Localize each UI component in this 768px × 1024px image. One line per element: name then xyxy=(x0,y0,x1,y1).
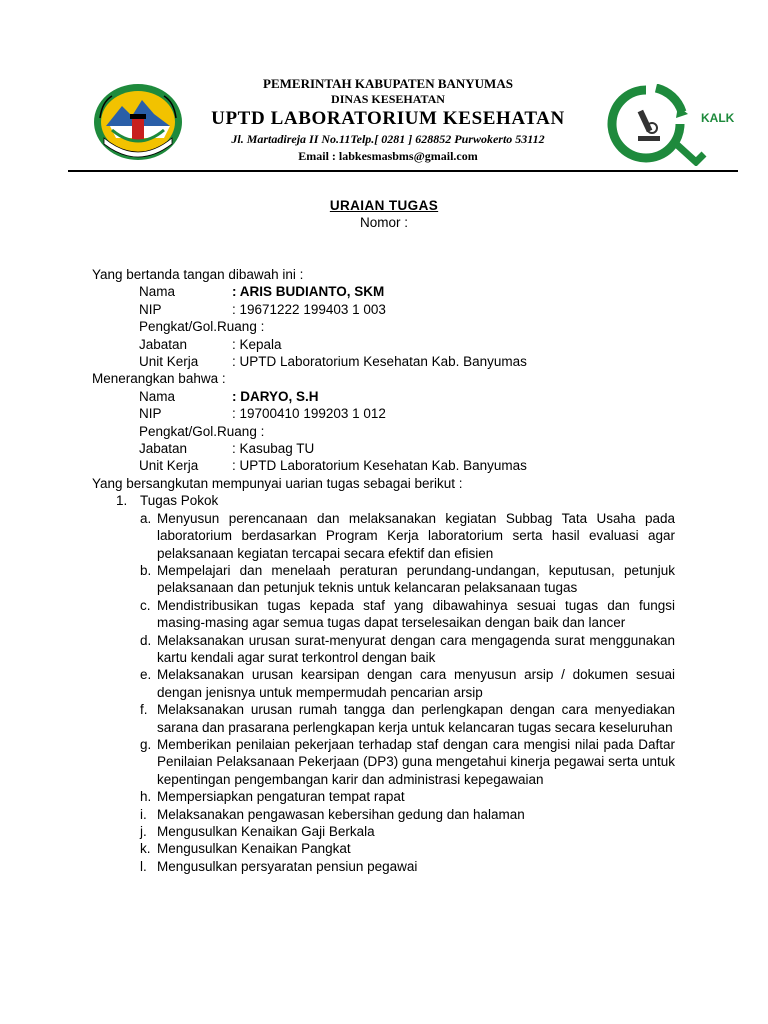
letterhead-divider xyxy=(68,170,738,172)
subject-rank-label: Pengkat/Gol.Ruang : xyxy=(139,423,265,439)
gov-name: PEMERINTAH KABUPATEN BANYUMAS xyxy=(263,76,513,91)
intro-text: Yang bertanda tangan dibawah ini : xyxy=(92,267,304,282)
list-item-text: Mengusulkan Kenaikan Gaji Berkala xyxy=(157,824,375,839)
list-item-letter: k. xyxy=(140,841,151,857)
subject-unit-value: : UPTD Laboratorium Kesehatan Kab. Banyumas xyxy=(232,458,527,474)
signer-position-value: : Kepala xyxy=(232,336,282,352)
list-item xyxy=(92,597,682,632)
list-item-text: Mendistribusikan tugas kepada staf yang dibawahinya sesuai tugas dan fungsi masing-masing agar semua tugas dapat terselesaikan dengan baik dan lancer xyxy=(157,597,675,631)
office-name: UPTD LABORATORIUM KESEHATAN xyxy=(211,108,565,129)
list-item xyxy=(92,666,682,701)
list-item-text: Mempersiapkan pengaturan tempat rapat xyxy=(157,789,405,805)
signer-name-row xyxy=(92,283,682,300)
subject-name-row xyxy=(92,388,682,405)
menerangkan-text: Menerangkan bahwa : xyxy=(92,371,226,387)
list-item-letter: b. xyxy=(140,562,152,578)
title-heading: URAIAN TUGAS xyxy=(329,198,439,213)
list-item xyxy=(92,823,682,840)
list-item-text: Melaksanakan urusan surat-menyurat dengan cara mengagenda surat menggunakan kartu kendali agar surat terkontrol dengan baik xyxy=(157,632,675,665)
section-label: Tugas Pokok xyxy=(140,493,219,509)
signer-position-row xyxy=(92,336,682,353)
task-list xyxy=(92,510,682,876)
letterhead xyxy=(0,0,768,180)
list-item xyxy=(92,806,682,823)
list-item-letter: j. xyxy=(140,824,147,839)
signer-unit-label: Unit Kerja xyxy=(139,354,199,370)
list-item xyxy=(92,632,682,667)
subject-nip-value: : 19700410 199203 1 012 xyxy=(232,406,386,422)
list-item-text: Melaksanakan pengawasan kebersihan gedung dan halaman xyxy=(157,806,525,822)
list-item-letter: f. xyxy=(140,702,148,718)
list-item-letter: d. xyxy=(140,632,152,648)
list-item-letter: g. xyxy=(140,736,152,752)
list-item xyxy=(92,701,682,736)
document-body xyxy=(92,266,682,875)
signer-rank-row xyxy=(92,318,682,335)
department-name: DINAS KESEHATAN xyxy=(331,92,445,106)
list-item xyxy=(92,736,682,788)
subject-unit-row xyxy=(92,457,682,474)
list-item-text: Mempelajari dan menelaah peraturan perundang-undangan, keputusan, petunjuk pelaksanaan dan petunjuk teknis untuk kelancaran pelaksanaan tugas xyxy=(157,562,675,596)
banyumas-emblem-icon xyxy=(92,82,184,162)
list-item xyxy=(92,562,682,597)
list-item xyxy=(92,788,682,805)
list-item-text: Memberikan penilaian pekerjaan terhadap staf dengan cara mengisi nilai pada Daftar Penilaian Pelaksanaan Pekerjaan (DP3) guna mengetahui kinerja pegawai serta untuk kepentingan pengembangan karir dan administrasi kepegawaian xyxy=(157,736,675,787)
list-item-text: Mengusulkan persyaratan pensiun pegawai xyxy=(157,858,418,874)
lab-logo-text: KALK xyxy=(701,111,734,125)
signer-unit-row xyxy=(92,353,682,370)
subject-position-value: : Kasubag TU xyxy=(232,441,315,457)
list-item-letter: i. xyxy=(140,806,147,822)
lab-logo-icon xyxy=(604,84,734,166)
subject-nip-row xyxy=(92,405,682,422)
signer-nip-label: NIP xyxy=(139,301,162,317)
signer-name-label: Nama xyxy=(139,284,176,300)
list-item-letter: h. xyxy=(140,789,152,805)
office-email: Email : labkesmasbms@gmail.com xyxy=(298,149,478,163)
list-item-letter: l. xyxy=(140,858,147,874)
subject-nip-label: NIP xyxy=(139,406,162,422)
list-item-text: Mengusulkan Kenaikan Pangkat xyxy=(157,841,351,857)
list-item xyxy=(92,510,682,562)
signer-nip-row xyxy=(92,301,682,318)
signer-unit-value: : UPTD Laboratorium Kesehatan Kab. Banyumas xyxy=(232,354,527,370)
list-item-letter: a. xyxy=(140,510,152,526)
signer-name-value: : ARIS BUDIANTO, SKM xyxy=(232,284,385,300)
list-item-text: Melaksanakan urusan kearsipan dengan cara menyusun arsip / dokumen sesuai dengan jenisnya untuk mempermudah pencarian arsip xyxy=(157,667,675,700)
section-number: 1. xyxy=(116,493,128,509)
signer-rank-label: Pengkat/Gol.Ruang : xyxy=(139,319,265,335)
title-nomor: Nomor : xyxy=(359,215,408,230)
subject-name-label: Nama xyxy=(139,388,176,404)
list-item-text: Menyusun perencanaan dan melaksanakan kegiatan Subbag Tata Usaha pada laboratorium berdasarkan Program Kerja laboratorium serta hasil evaluasi agar pelaksanaan kegiatan tercapai secara efektif dan efisien xyxy=(157,510,675,561)
list-item xyxy=(92,858,682,875)
list-item xyxy=(92,840,682,857)
statement-text: Yang bersangkutan mempunyai uarian tugas sebagai berikut : xyxy=(92,475,463,491)
list-item-text: Melaksanakan urusan rumah tangga dan perlengkapan dengan cara menyediakan sarana dan prasarana perlengkapan kerja untuk kelancaran tugas secara keseluruhan xyxy=(157,702,675,735)
subject-name-value: : DARYO, S.H xyxy=(232,388,319,404)
section-tugas-pokok xyxy=(92,492,682,509)
subject-rank-row xyxy=(92,423,682,440)
subject-unit-label: Unit Kerja xyxy=(139,458,199,474)
subject-position-row xyxy=(92,440,682,457)
document-title xyxy=(0,197,768,231)
subject-position-label: Jabatan xyxy=(139,441,188,457)
signer-nip-value: : 19671222 199403 1 003 xyxy=(232,301,386,317)
signer-position-label: Jabatan xyxy=(139,336,188,352)
list-item-letter: c. xyxy=(140,597,151,613)
office-address: Jl. Martadireja II No.11Telp.[ 0281 ] 628852 Purwokerto 53112 xyxy=(231,132,545,146)
list-item-letter: e. xyxy=(140,667,152,683)
